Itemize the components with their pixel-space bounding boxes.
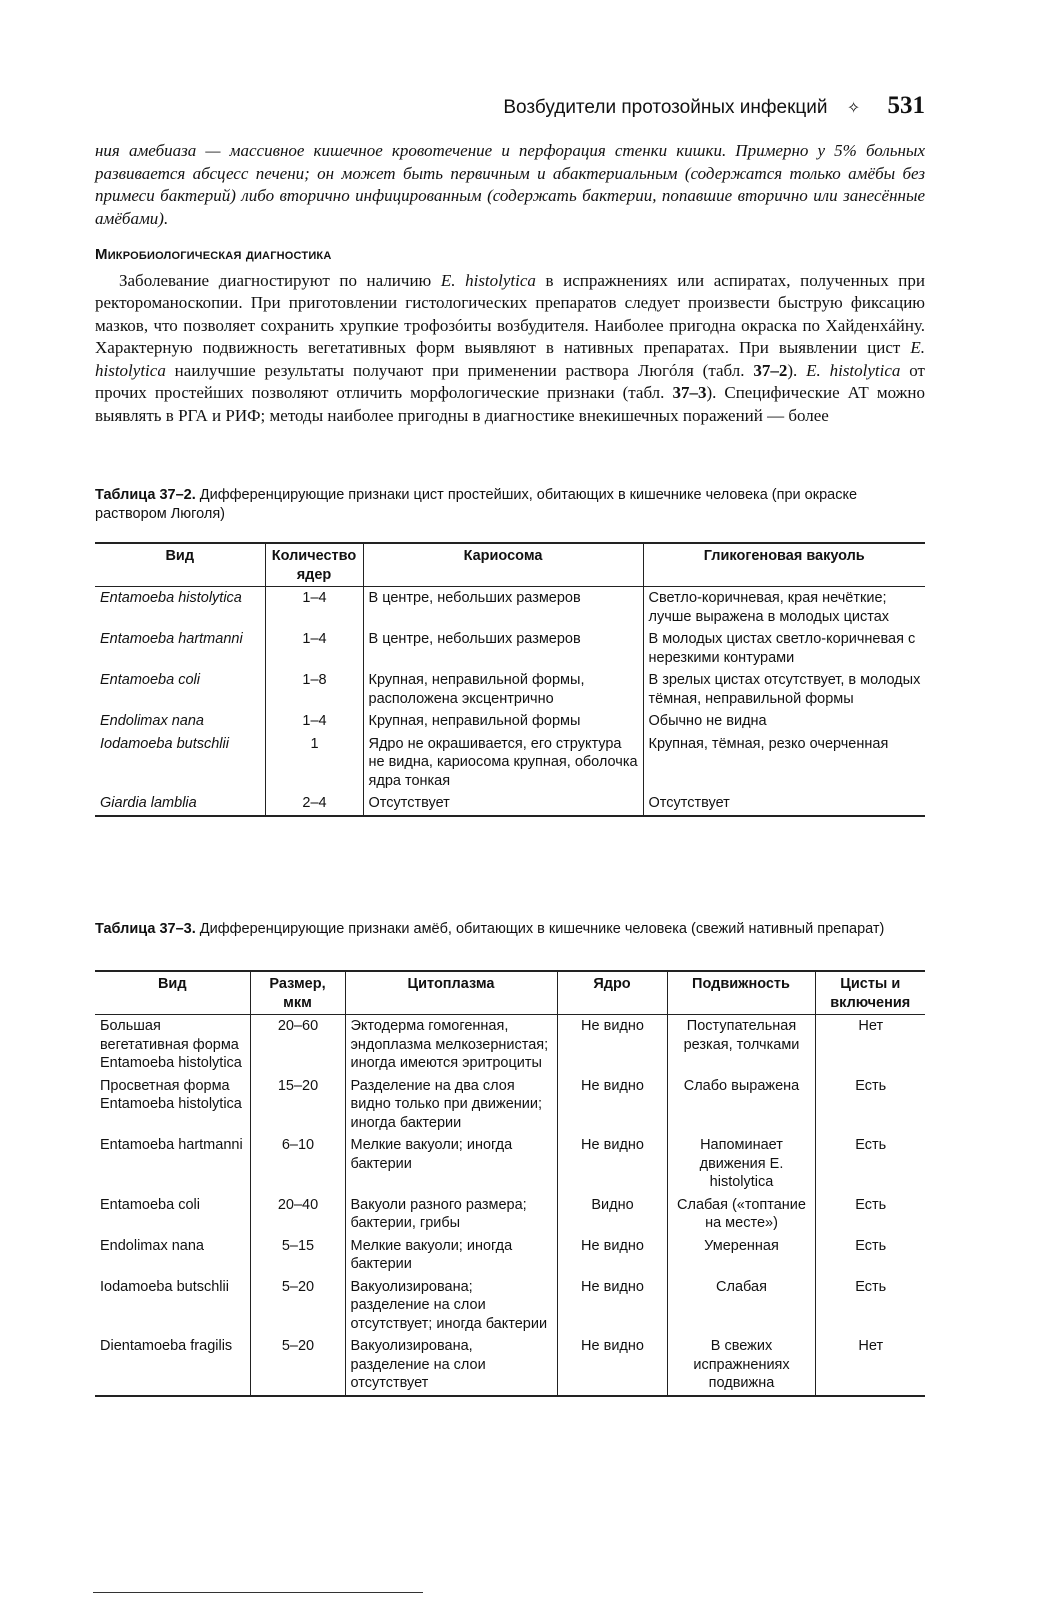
table-header-cell: Подвижность <box>667 971 815 1015</box>
table-cell: Крупная, неправильной формы, расположена эксцентрично <box>363 669 643 710</box>
table1-caption: Таблица 37–2. Дифференцирующие признаки цист простейших, обитающих в кишечнике человека (при окраске раствором Люголя) <box>95 487 858 522</box>
table-cell: 1–4 <box>265 710 363 733</box>
table-cell: Есть <box>815 1134 925 1194</box>
paragraph-diagnosis: Заболевание диагностируют по наличию E. histolytica в испражнениях или аспиратах, полученных при ректороманоскопии. При приготовлении гистологических препаратов следует произвести быструю фиксацию мазков, что позволяет сохранить хрупкие трофозóиты возбудителя. Наиболее пригодна окраска по Хайденхáйну. Характерную подвижность вегетативных форм выявляют в нативных препаратах. При выявлении цист E. histolytica наилучшие результаты получают при применении раствора Люгóля (табл. 37–2). E. histolytica от прочих простейших позволяют отличить морфологические признаки (табл. 37–3). Специфические АТ можно выявлять в РГА и РИФ; методы наиболее пригодны в диагностике внекишечных поражений — более <box>95 270 925 425</box>
table-cell: Dientamoeba fragilis <box>95 1335 250 1396</box>
table-cell: Entamoeba histolytica <box>100 590 242 606</box>
table-cell: Поступательная резкая, толчками <box>667 1015 815 1075</box>
table-cell: Entamoeba coli <box>100 1196 200 1213</box>
table-header-cell: Кариосома <box>363 543 643 587</box>
table-cell: 5–15 <box>250 1235 345 1276</box>
table-row <box>95 587 925 629</box>
table-cell: Не видно <box>557 1075 667 1135</box>
table-header-cell: Цитоплазма <box>345 971 557 1015</box>
table-header-cell: Размер, мкм <box>250 971 345 1015</box>
table-amoebae <box>95 970 925 1397</box>
table-cell: 1–4 <box>265 628 363 669</box>
table-row <box>95 1235 925 1276</box>
table-cell: Endolimax nana <box>100 713 204 729</box>
table-cell: Мелкие вакуоли; иногда бактерии <box>345 1134 557 1194</box>
table-cell: Entamoeba coli <box>100 672 200 688</box>
page-number: 531 <box>887 92 925 119</box>
table-cell: Не видно <box>557 1015 667 1075</box>
table-cell: Слабо выражена <box>667 1075 815 1135</box>
table-cell: 1–4 <box>265 587 363 629</box>
table-row <box>95 710 925 733</box>
table-cell: Слабая <box>667 1276 815 1336</box>
table-cell: В молодых цистах светло-коричневая с нерезкими контурами <box>643 628 925 669</box>
table-cell: 1 <box>265 733 363 793</box>
table-row <box>95 669 925 710</box>
section-heading: Микробиологическая диагностика <box>95 246 332 263</box>
table-cell: Есть <box>815 1276 925 1336</box>
table-cell: Вакуолизирована, разделение на слои отсутствует <box>345 1335 557 1396</box>
table-row <box>95 1015 925 1075</box>
table-cell: Вакуоли разного размера; бактерии, грибы <box>345 1194 557 1235</box>
table-cell: В зрелых цистах отсутствует, в молодых тёмная, неправильной формы <box>643 669 925 710</box>
table-cell: Нет <box>815 1335 925 1396</box>
table-cell: Мелкие вакуоли; иногда бактерии <box>345 1235 557 1276</box>
table-header-cell: Вид <box>95 543 265 587</box>
table-cysts <box>95 542 925 817</box>
table-cell: Отсутствует <box>363 792 643 816</box>
table-row <box>95 1075 925 1135</box>
table-cell: 6–10 <box>250 1134 345 1194</box>
table-cell: Entamoeba hartmanni <box>100 1137 243 1153</box>
table-cell: 1–8 <box>265 669 363 710</box>
diamond-icon: ✧ <box>846 100 861 117</box>
table-cell: Giardia lamblia <box>95 792 265 816</box>
table-cell: Endolimax nana <box>100 1237 204 1254</box>
running-header <box>95 92 925 120</box>
table-row <box>95 733 925 793</box>
table-row <box>95 1194 925 1235</box>
table-cell: Iodamoeba butschlii <box>100 1278 229 1295</box>
paragraph-continuation: ния амебиаза — массивное кишечное кровотечение и перфорация стенки кишки. Примерно у 5% больных развивается абсцесс печени; он может быть первичным и абактериальным (содержатся только амёбы без примеси бактерий) либо вторично инфицированным (содержать бактерии, попавшие вторично или занесённые амёбами). <box>95 141 925 228</box>
table-cell: Не видно <box>557 1276 667 1336</box>
table-cell: Напоминает движения E. histolytica <box>667 1134 815 1194</box>
table2-caption: Таблица 37–3. Дифференцирующие признаки амёб, обитающих в кишечнике человека (свежий нативный препарат) <box>95 921 885 937</box>
table-header-cell: Ядро <box>557 971 667 1015</box>
table-header-cell: Цисты и включения <box>815 971 925 1015</box>
table-cell: Вакуолизирована; разделение на слои отсутствует; иногда бактерии <box>345 1276 557 1336</box>
table-cell: Умеренная <box>667 1235 815 1276</box>
table-cell: Светло-коричневая, края нечёткие; лучше выражена в молодых цистах <box>643 587 925 629</box>
table-cell: Entamoeba hartmanni <box>100 631 243 647</box>
table-cell: 2–4 <box>265 792 363 816</box>
running-title: Возбудители протозойных инфекций <box>503 97 828 118</box>
table-row <box>95 792 925 816</box>
table-cell: Не видно <box>557 1134 667 1194</box>
table-row <box>95 1134 925 1194</box>
table-cell: Есть <box>815 1194 925 1235</box>
table-cell: Эктодерма гомогенная, эндоплазма мелкозернистая; иногда имеются эритроциты <box>345 1015 557 1075</box>
table-header-cell: Вид <box>95 971 250 1015</box>
table-header-row <box>95 543 925 587</box>
table-cell: Видно <box>557 1194 667 1235</box>
table-header-cell: Гликогеновая вакуоль <box>643 543 925 587</box>
table-cell: 5–20 <box>250 1335 345 1396</box>
table-cell: Ядро не окрашивается, его структура не видна, кариосома крупная, оболочка ядра тонкая <box>363 733 643 793</box>
footnote-rule <box>93 1592 423 1593</box>
table-cell: В центре, небольших размеров <box>363 628 643 669</box>
table-row <box>95 628 925 669</box>
table-cell: 5–20 <box>250 1276 345 1336</box>
table-cell: Нет <box>815 1015 925 1075</box>
table-cell: Iodamoeba butschlii <box>100 735 229 752</box>
table-cell: 20–40 <box>250 1194 345 1235</box>
table-cell: Просветная форма Entamoeba histolytica <box>100 1077 242 1112</box>
table-cell: Крупная, неправильной формы <box>363 710 643 733</box>
table-cell: Не видно <box>557 1235 667 1276</box>
body-text <box>95 140 925 427</box>
table-cell: Обычно не видна <box>643 710 925 733</box>
table-cell: В свежих испражнениях подвижна <box>667 1335 815 1396</box>
table-header-row <box>95 971 925 1015</box>
table-cell: Крупная, тёмная, резко очерченная <box>643 733 925 793</box>
table-cell: 20–60 <box>250 1015 345 1075</box>
table-cell: Разделение на два слоя видно только при движении; иногда бактерии <box>345 1075 557 1135</box>
table-cell: Есть <box>815 1075 925 1135</box>
table-cell: В центре, небольших размеров <box>363 587 643 629</box>
table-header-cell: Количество ядер <box>265 543 363 587</box>
table-cell: Не видно <box>557 1335 667 1396</box>
table-row <box>95 1276 925 1336</box>
table-cell: Слабая («топтание на месте») <box>667 1194 815 1235</box>
table-cell: 15–20 <box>250 1075 345 1135</box>
table-cell: Отсутствует <box>643 792 925 816</box>
table-row <box>95 1335 925 1396</box>
table-cell: Большая вегетативная форма Entamoeba histolytica <box>100 1018 242 1071</box>
table-cell: Есть <box>815 1235 925 1276</box>
